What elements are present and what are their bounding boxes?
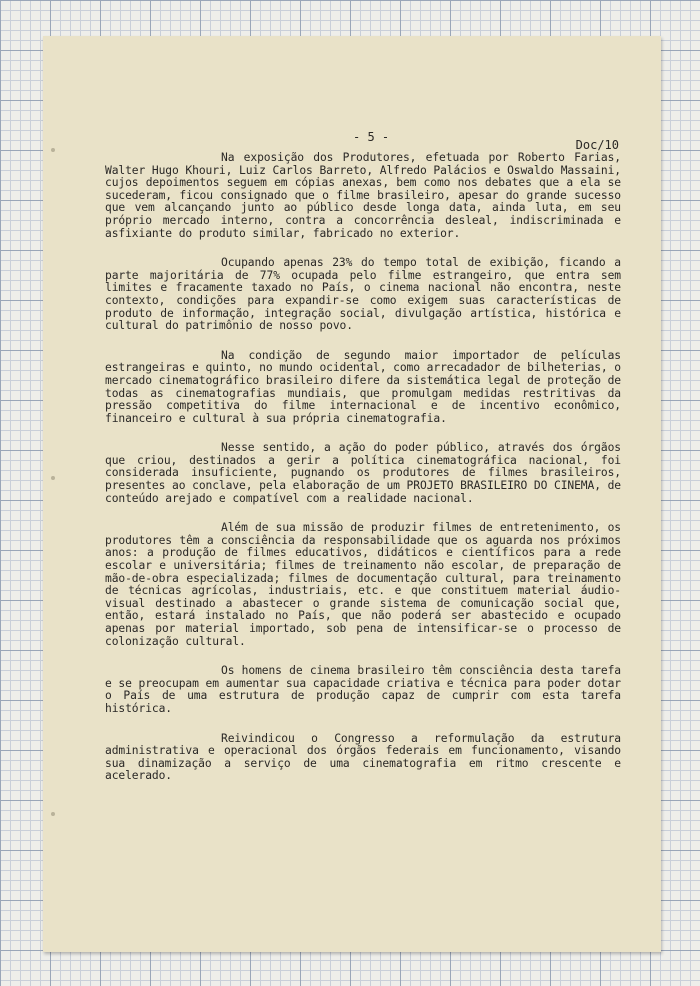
paragraph: Na exposição dos Produtores, efetuada por Roberto Farias, Walter Hugo Khouri, Luiz Carlos Barreto, Alfredo Palácios e Oswaldo Massaini, cujos depoimentos seguem em cópias anexas, bem como nos debates que a ela se sucederam, ficou consignado que o filme brasileiro, apesar do grande sucesso que vem alcançando junto ao público desde longa data, ainda luta, em seu próprio mercado interno, contra a concorrência desleal, indiscriminada e asfixiante do produto similar, fabricado no exterior. — [105, 151, 622, 240]
paragraph: Além de sua missão de produzir filmes de entretenimento, os produtores têm a consciência da responsabilidade que os aguarda nos próximos anos: a produção de filmes educativos, didáticos e científicos para a rede escolar e universitária; filmes de treinamento não escolar, de preparação de mão-de-obra especializada; filmes de documentação cultural, para treinamento de técnicas agrícolas, industriais, etc. e que constituem material áudio-visual destinado a abastecer o grande sistema de comunicação social que, então, estará instalado no País, que não poderá ser abastecido e ocupado apenas por material importado, sob pena de intensificar-se o processo de colonização cultural. — [105, 521, 621, 648]
paragraph: Na condição de segundo maior importador de películas estrangeiras e quinto, no mundo ocidental, como arrecadador de bilheterias, o mercado cinematográfico brasileiro difere da sistemática legal de proteção de todas as cinematografias mundiais, que promulgam medidas restritivas da pressão competitiva do filme internacional e de incentivo econômico, financeiro e cultural à sua própria cinematografia. — [105, 348, 622, 425]
paragraph: Ocupando apenas 23% do tempo total de exibição, ficando a parte majoritária de 77% ocupada pelo filme estrangeiro, que entra sem limites e fracamente taxado no País, o cinema nacional não encontra, neste contexto, condições para expandir-se como exigem suas características de produto de informação, integração social, divulgação artística, histórica e cultural do patrimônio de nosso povo. — [105, 256, 621, 333]
punch-hole-mark — [51, 148, 55, 152]
punch-hole-mark — [51, 812, 55, 816]
paragraph: Reivindicou o Congresso a reformulação da estrutura administrativa e operacional dos órgãos federais em funcionamento, visando sua dinamização a serviço de uma cinematografia em ritmo crescente e acelerado. — [105, 731, 621, 783]
page-number: - 5 - — [353, 130, 390, 144]
punch-hole-mark — [51, 476, 55, 480]
document-page — [43, 36, 661, 952]
paragraph: Os homens de cinema brasileiro têm consciência desta tarefa e se preocupam em aumentar sua capacidade criativa e técnica para poder dotar o País de uma estrutura de produção capaz de cumprir com esta tarefa histórica. — [105, 664, 622, 715]
paragraph: Nesse sentido, a ação do poder público, através dos órgãos que criou, destinados a gerir a política cinematográfica nacional, foi considerada insuficiente, pugnando os produtores de filmes brasileiros, presentes ao conclave, pela elaboração de um PROJETO BRASILEIRO DO CINEMA, de conteúdo arejado e compatível com a realidade nacional. — [105, 441, 622, 505]
document-reference: Doc/10 — [575, 138, 619, 152]
